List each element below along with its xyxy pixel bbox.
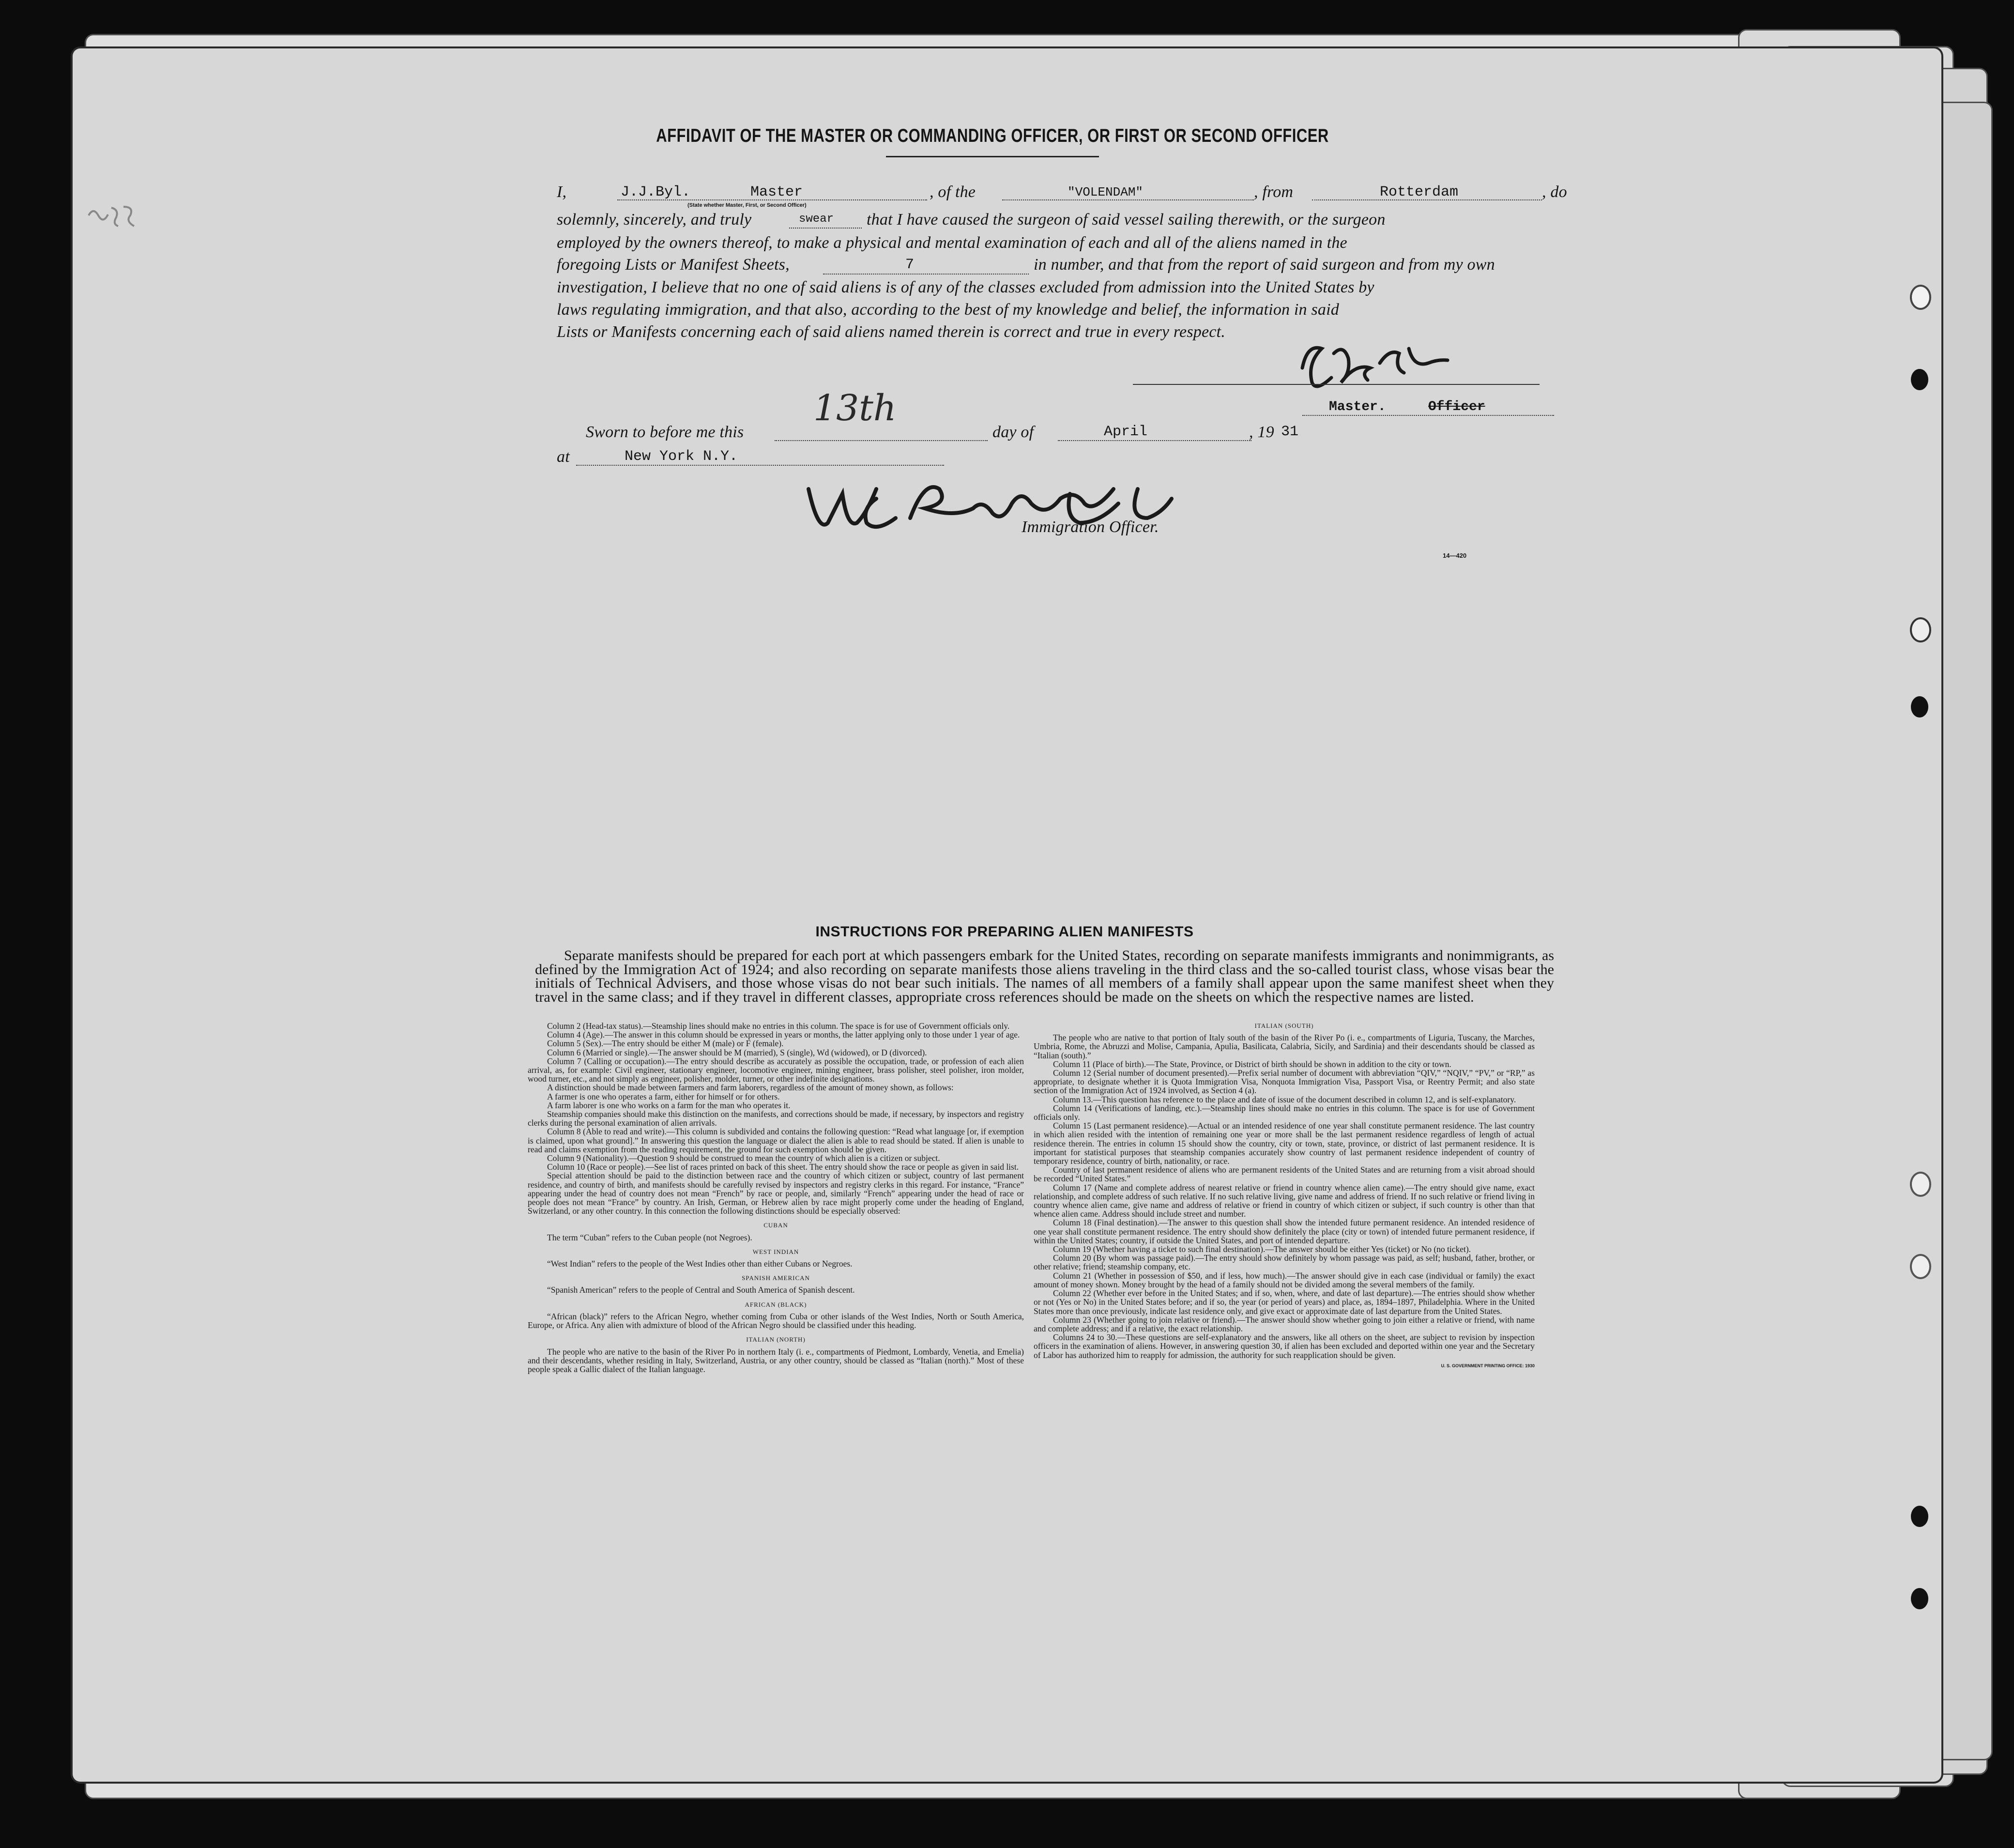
spanish-american-text: “Spanish American” refers to the people of Central and South America of Spanish descent. — [547, 1285, 855, 1295]
signer-title: Master. — [1329, 399, 1386, 414]
sworn-year: 31 — [1281, 424, 1299, 440]
text-surgeon: that I have caused the surgeon of said vessel sailing therewith, or the surgeon — [867, 211, 1386, 229]
sworn-month: April — [1104, 424, 1148, 440]
manifest-sheet — [73, 48, 1941, 1782]
vessel-fill-line — [1002, 199, 1254, 200]
cuban-text: The term “Cuban” refers to the Cuban people (not Negroes). — [547, 1232, 752, 1242]
african-text: “African (black)” refers to the African Negro, whether coming from Cuba or other islands of the West Indies, North or South America, Europe, or Africa. Any alien with admixture of blood of the African Negro should be classified under this heading. — [528, 1311, 1024, 1330]
master-signature — [1288, 334, 1462, 397]
sworn-text: Sworn to before me this — [586, 423, 744, 441]
left-paragraph: Special attention should be paid to the distinction between race and the country of which citizen or subject, country of last permanent residence, and country of birth, and manifests should be carefully revised by inspectors and registry clerks in this regard. For instance, “France” appearing under the head of country does not mean “French” by race or people, and, similarly “French” appearing under the head of race or people does not mean “France” by country. An Irish, German, or Hebrew alien by race might properly come under the heading of England, Switzerland, or any other country. In this connection the following distinctions should be especially observed: — [528, 1171, 1024, 1216]
count-fill-line — [823, 274, 1029, 275]
west-indian-text: “West Indian” refers to the people of the West Indies other than either Cubans or Negroes. — [547, 1259, 853, 1269]
left-paragraph: A farmer is one who operates a farm, either for himself or for others. — [547, 1091, 780, 1101]
form-number: 14—420 — [1443, 552, 1467, 559]
left-paragraph: A distinction should be made between farmers and farm laborers, regardless of the amount of money shown, as follows: — [547, 1083, 954, 1093]
place-fill-line — [576, 465, 944, 466]
left-paragraph: Column 4 (Age).—The answer in this column should be expressed in years or months, the latter applying only to those under 1 year of age. — [547, 1030, 1020, 1040]
right-paragraph: Column 17 (Name and complete address of nearest relative or friend in country whence alien came).—The entry should give name, exact relationship, and complete address of such relative. If no such relative living, give name and address of friend. If no such relative or friend living in country whence alien came, give name and address of relative or friend in country of which citizen or subject, if such country is other than that whence alien came. Address should include street and number. — [1034, 1182, 1535, 1219]
right-paragraph: Column 12 (Serial number of document presented).—Prefix serial number of document with abbreviation “QIV,” “NQIV,” “PV,” or “RP,” as appropriate, to designate whether it is Quota Immigration Visa, Nonquota Immigration Visa, Passport Visa, or Reentry Permit; and also state section of the Immigration Act of 1924 involved, as Section 4 (a). — [1034, 1068, 1535, 1096]
instructions-right-column — [1034, 1022, 1535, 1370]
vessel-name: "VOLENDAM" — [1068, 185, 1144, 199]
text-day-of: day of — [992, 423, 1034, 441]
oath-fill-line — [789, 228, 862, 229]
officer-signature — [799, 474, 1225, 542]
binder-hole — [1910, 1254, 1931, 1279]
departure-port: Rotterdam — [1380, 184, 1459, 200]
african-header: AFRICAN (BLACK) — [745, 1300, 807, 1308]
right-paragraph: Column 23 (Whether going to join relative or friend).—The answer should show whether going to join either a relative or friend, with name and complete address; and if a relative, the exact relationship. — [1034, 1314, 1535, 1333]
text-in-number: in number, and that from the report of said surgeon and from my own — [1034, 256, 1495, 274]
text-solemnly: solemnly, sincerely, and truly — [557, 211, 752, 229]
italian-north-header: ITALIAN (NORTH) — [746, 1336, 806, 1344]
title-rule — [886, 156, 1099, 157]
right-paragraph: Column 14 (Verifications of landing, etc.).—Steamship lines should make no entries in this column. The space is for use of Government officials only. — [1034, 1103, 1535, 1122]
text-from: , from — [1254, 183, 1294, 201]
printer-imprint: U. S. GOVERNMENT PRINTING OFFICE: 1930 — [1441, 1363, 1535, 1368]
instructions-intro: Separate manifests should be prepared for each port at which passengers embark for the United States, recording on separate manifests immigrants and nonimmigrants, as defined by the Immigration Act of 1924; and also recording on separate manifests those aliens traveling in the third class and the so-called tourist class, whose visas bear the initials of Technical Advisers, and those whose visas do not bear such initials. The names of all members of a family shall appear upon the same manifest sheet when they travel in the same class; and if they travel in different classes, appropriate cross references should be made on the sheets on which the respective names are listed. — [535, 947, 1554, 1005]
instructions-left-column — [528, 1022, 1024, 1374]
text-year-prefix: , 19 — [1249, 423, 1274, 441]
rank-note: (State whether Master, First, or Second Officer) — [687, 202, 807, 208]
signature-line — [1133, 384, 1540, 385]
binder-hole — [1911, 369, 1928, 390]
italian-north-text: The people who are native to the basin of the River Po in northern Italy (i. e., compartments of Piedmont, Lombardy, Venetia, and Emelia) and their descendants, whether residing in Italy, Switzerland, Austria, or any other country, should be classed as “Italian (north).” Most of these people speak a Gallic dialect of the Italian language. — [528, 1346, 1024, 1374]
binder-hole — [1911, 1588, 1928, 1609]
text-of-the: , of the — [930, 183, 976, 201]
signer-title-struck: Officer — [1428, 399, 1485, 414]
right-paragraph: Column 21 (Whether in possession of $50, and if less, how much).—The answer should give in each case (individual or family) the exact amount of money shown. Money brought by the head of a family should not be divided among the several members of the family. — [1034, 1270, 1535, 1289]
master-rank: Master — [750, 184, 803, 200]
left-paragraph: A farm laborer is one who works on a farm for the man who operates it. — [547, 1100, 791, 1110]
right-paragraph: The people who are native to that portion of Italy south of the basin of the River Po (i. e., compartments of Liguria, Tuscany, the Marches, Umbria, Rome, the Abruzzi and Molise, Campania, Apulia, Basilicata, Calabria, Sicily, and Sardinia) and their descendants should be classed as “Italian (south).” — [1034, 1033, 1535, 1060]
officer-title: Immigration Officer. — [1022, 518, 1159, 536]
right-paragraph: Column 13.—This question has reference to the place and date of issue of the document described in column 12, and is self-explanatory. — [1053, 1094, 1516, 1104]
binder-hole — [1910, 285, 1931, 310]
affidavit-line-3: employed by the owners thereof, to make a physical and mental examination of each and all of the aliens named in the — [557, 234, 1347, 252]
affidavit-line-2 — [557, 211, 751, 229]
right-paragraph: Column 15 (Last permanent residence).—Actual or an intended residence of one year shall constitute permanent residence. The last country in which alien resided with the intention of remaining one year or more shall be the last permanent residence regardless of length of actual residence therein. The entries in column 15 should show the country, city or town, state, province, or district of last permanent residence. It is important for statistical purposes that steamship companies accurately show country of last permanent residence independent of country of temporary residence, country of birth, nationality, or race. — [1034, 1121, 1535, 1166]
right-paragraph: Columns 24 to 30.—These questions are self-explanatory and the answers, like all others on the sheet, are subject to revision by inspection officers in the examination of aliens. However, in answering question 30, if alien has been excluded and deported within one year and the Secretary of Labor has authorized him to reapply for admission, the authority for such reapplication should be given. — [1034, 1332, 1535, 1360]
title-fill-line — [1302, 415, 1554, 416]
right-paragraph: Column 18 (Final destination).—The answer to this question shall show the intended future permanent residence. An intended residence of one year shall constitute permanent residence. The entry should show definitely the place (city or town) of intended future permanent residence, if within the United States; country, if outside the United States, and port of intended departure. — [1034, 1218, 1535, 1245]
instructions-title: INSTRUCTIONS FOR PREPARING ALIEN MANIFESTS — [815, 924, 1194, 940]
left-paragraph: Column 10 (Race or people).—See list of races printed on back of this sheet. The entry should show the race or people as given in said list. — [547, 1162, 1019, 1172]
affidavit-line-7: Lists or Manifests concerning each of said aliens named therein is correct and true in every respect. — [557, 323, 1225, 341]
month-fill-line — [1058, 440, 1251, 441]
left-paragraph: Column 2 (Head-tax status).—Steamship lines should make no entries in this column. The space is for use of Government officials only. — [547, 1021, 1010, 1031]
binder-hole — [1910, 1172, 1931, 1197]
affidavit-line-4 — [557, 256, 790, 274]
italian-south-header: ITALIAN (SOUTH) — [1254, 1022, 1314, 1029]
right-paragraph: Country of last permanent residence of aliens who are permanent residents of the United States and are returning from a visit abroad should be recorded “United States.” — [1034, 1165, 1535, 1184]
right-paragraph: Column 19 (Whether having a ticket to such final destination).—The answer should be either Yes (ticket) or No (no ticket). — [1053, 1244, 1471, 1254]
oath-verb: swear — [799, 213, 834, 226]
text-do: , do — [1542, 183, 1567, 201]
text-i: I, — [557, 183, 567, 201]
binder-hole — [1911, 1506, 1928, 1527]
sworn-day: 13th — [813, 387, 897, 429]
left-paragraph: Column 5 (Sex).—The entry should be either M (male) or F (female). — [547, 1039, 784, 1049]
left-paragraph: Column 9 (Nationality).—Question 9 should be construed to mean the country of which alien is a citizen or subject. — [547, 1153, 940, 1163]
left-paragraph: Column 8 (Able to read and write).—This column is subdivided and contains the following question: “Read what language [or, if exemption is claimed, upon what ground].” In answering this question the language or dialect the alien is able to read should be stated. If alien is unable to read and claims exemption from the reading requirement, the ground for such exemption should be given. — [528, 1127, 1024, 1154]
affidavit-line-5: investigation, I believe that no one of said aliens is of any of the classes excluded from admission into the United States by — [557, 278, 1374, 296]
right-paragraph: Column 20 (By whom was passage paid).—The entry should show definitely by whom passage was paid, as self; husband, father, brother, or other relative; friend; steamship company, etc. — [1034, 1253, 1535, 1272]
binder-hole — [1910, 617, 1931, 642]
affidavit-line-6: laws regulating immigration, and that also, according to the best of my knowledge and belief, the information in said — [557, 301, 1339, 319]
text-at: at — [557, 448, 570, 466]
affidavit-line-1 — [557, 183, 566, 201]
cuban-header: CUBAN — [763, 1222, 788, 1229]
day-fill-line — [775, 440, 988, 441]
affidavit-title: AFFIDAVIT OF THE MASTER OR COMMANDING OFFICER, OR FIRST OR SECOND OFFICER — [656, 125, 1329, 146]
right-paragraph: Column 11 (Place of birth).—The State, Province, or District of birth should be shown in addition to the city or town. — [1053, 1059, 1451, 1069]
right-paragraph: Column 22 (Whether ever before in the United States; and if so, when, where, and date of last departure).—The entries should show whether or not (Yes or No) in the United States before; and if so, the year (or period of years) and place, as, 1894–1897, Philadelphia. Where in the United States more than once previously, indicate last residence only, and give exact or approximate date of last departure from the United States. — [1034, 1288, 1535, 1316]
sworn-place: New York N.Y. — [625, 448, 738, 465]
west-indian-header: WEST INDIAN — [752, 1248, 799, 1255]
left-paragraph: Column 7 (Calling or occupation).—The entry should describe as accurately as possible the occupation, trade, or profession of each alien arrival, as, for example: Civil engineer, stationary engineer, locomotive engineer, mining engineer, brass polisher, steel polisher, iron molder, wood turner, etc., and not simply as engineer, polisher, molder, turner, or other indefinite designations. — [528, 1056, 1024, 1084]
spanish-american-header: SPANISH AMERICAN — [742, 1274, 810, 1282]
sheet-count: 7 — [905, 257, 915, 273]
margin-stamp — [85, 201, 138, 230]
left-paragraph: Steamship companies should make this distinction on the manifests, and corrections should be made, if necessary, by inspectors and registry clerks during the personal examination of alien arrivals. — [528, 1109, 1024, 1128]
text-foregoing: foregoing Lists or Manifest Sheets, — [557, 256, 790, 274]
left-paragraph: Column 6 (Married or single).—The answer should be M (married), S (single), Wd (widowed), or D (divorced). — [547, 1047, 927, 1057]
binder-hole — [1911, 696, 1928, 718]
master-name: J.J.Byl. — [621, 184, 691, 200]
